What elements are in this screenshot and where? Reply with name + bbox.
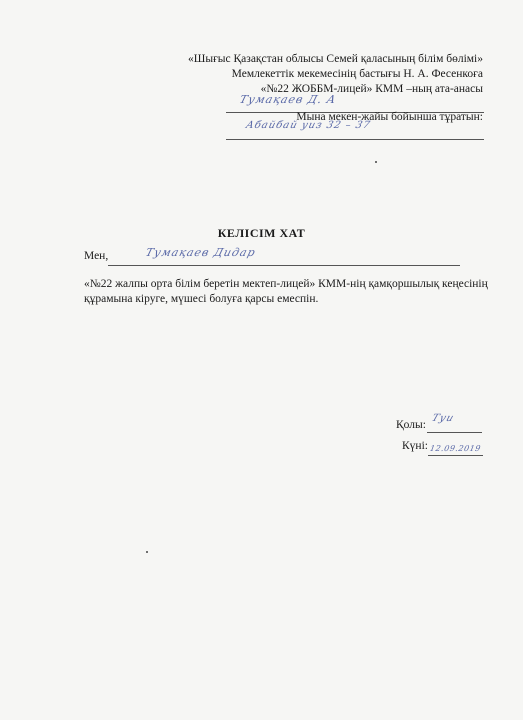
date-label: Күні:: [402, 440, 428, 452]
parent-name-handwritten: Тумақаев Д. А: [238, 93, 339, 106]
address-label: Мына мекен-жайы бойынша тұратын:: [296, 111, 483, 123]
recipient-line-1: «Шығыс Қазақстан облысы Семей қаласының білім бөлімі»: [188, 53, 483, 65]
signature-handwritten: Туи: [429, 413, 456, 424]
recipient-line-3: «№22 ЖОББМ-лицей» КММ –ның ата-анасы: [260, 83, 483, 95]
consent-paragraph: «№22 жалпы орта білім беретін мектеп-лицей» КММ-нің қамқоршылық кеңесінің құрамына кіруге, мүшесі болуға қарсы емеспін.: [84, 278, 488, 305]
men-label: Мен,: [84, 250, 109, 262]
scan-speck: [146, 551, 148, 553]
signature-label: Қолы:: [396, 419, 426, 431]
date-handwritten: 12.09.2019: [429, 444, 482, 453]
name-handwritten: Тумақаев Дидар: [144, 246, 258, 259]
scan-speck: [375, 161, 377, 163]
document-title: КЕЛІСІМ ХАТ: [217, 226, 306, 240]
address-handwritten: Абайбай уиз 32 – 37: [244, 120, 372, 131]
recipient-line-2: Мемлекеттік мекемесінің бастығы Н. А. Фесенкоға: [231, 68, 483, 80]
